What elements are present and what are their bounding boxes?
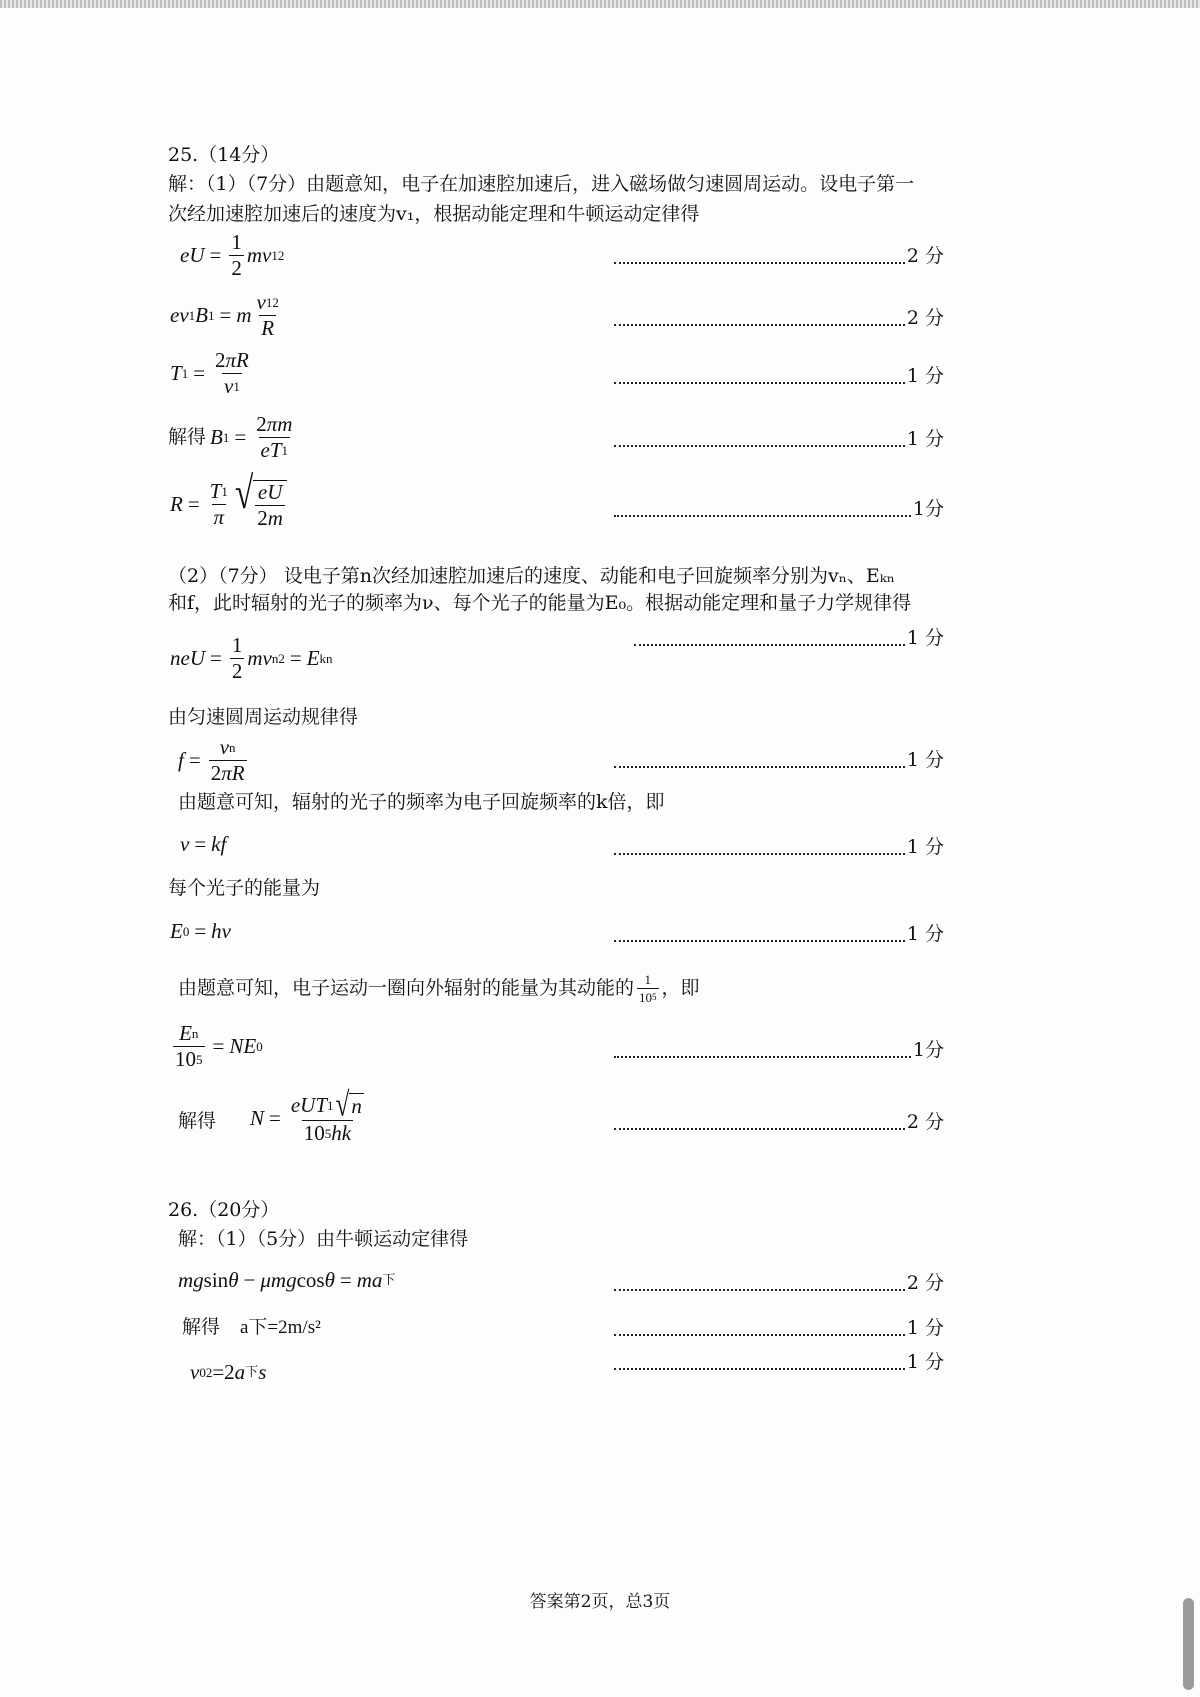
equation-nu-kf: ν = kf — [180, 832, 227, 856]
equation-eu-kinetic: eU = $\frac{1}{2}$ mv 1 2 — [180, 230, 285, 280]
q25-heading: 25.（14分） — [168, 144, 280, 166]
equation-frequency: f = v n 2 πR — [178, 735, 245, 785]
score-line: 1 分 — [614, 1352, 944, 1374]
q26-intro: 解：（1）（5分）由牛顿运动定律得 — [178, 1228, 469, 1250]
q25-intro-line1: 解：（1）（7分）由题意知，电子在加速腔加速后，进入磁场做匀速圆周运动。设电子第一 — [168, 173, 915, 195]
score-line: 1 分 — [614, 366, 944, 388]
score-line: 2 分 — [614, 1112, 944, 1134]
score-line: 1分 — [614, 499, 944, 521]
equation-nth-kinetic: neU = $\frac{1}{2}$ mv n 2 = E kn — [170, 633, 333, 683]
text-radiate-fraction: 由题意可知，电子运动一圈向外辐射的能量为其动能的 1 10 5 ，即 — [178, 972, 700, 1005]
equation-photon-count: N = eUT 1 √ n 10 5 hk — [250, 1087, 362, 1146]
text-photon-energy: 每个光子的能量为 — [168, 877, 321, 899]
equation-velocity-squared: v 0 2 =2 a 下 s — [190, 1360, 267, 1384]
scan-top-border — [0, 0, 1200, 8]
q25-part2-line2: 和f，此时辐射的光子的频率为ν、每个光子的能量为E₀。根据动能定理和量子力学规律得 — [168, 592, 912, 614]
score-line: 1 分 — [614, 924, 944, 946]
equation-lorentz-force: ev 1 B 1 = m v 1 2 R — [170, 290, 279, 340]
score-line: 2 分 — [614, 1273, 944, 1295]
q25-intro-line2: 次经加速腔加速后的速度为v₁，根据动能定理和牛顿运动定律得 — [168, 203, 700, 225]
solve-label-accel: 解得 — [182, 1316, 221, 1338]
equation-photon-energy: E 0 = hν — [170, 919, 231, 943]
score-line: 1 分 — [614, 1318, 944, 1340]
score-line: 2 分 — [614, 308, 944, 330]
equation-radius: R = T 1 π √ eU 2 m — [170, 480, 287, 529]
score-line: 1 分 — [614, 750, 944, 772]
equation-solve-b1: 解得 B 1 = 2 πm eT 1 — [168, 412, 293, 462]
score-line: 2 分 — [614, 246, 944, 268]
scrollbar-thumb[interactable] — [1183, 1598, 1194, 1690]
solve-label-n: 解得 — [178, 1110, 217, 1132]
equation-acceleration: a下=2m/s² — [240, 1317, 321, 1338]
score-line: 1 分 — [614, 429, 944, 451]
score-line: 1 分 — [614, 837, 944, 859]
q26-heading: 26.（20分） — [168, 1199, 280, 1221]
equation-radiated-energy: E n 10 5 = NE 0 — [175, 1021, 263, 1071]
text-k-times: 由题意可知，辐射的光子的频率为电子回旋频率的k倍，即 — [178, 791, 665, 813]
score-line: 1分 — [614, 1040, 944, 1062]
text-uniform-circular: 由匀速圆周运动规律得 — [168, 706, 359, 728]
page-footer: 答案第2页，总3页 — [529, 1592, 671, 1612]
equation-period: T 1 = 2 πR v 1 — [170, 348, 249, 398]
score-line: 1 分 — [634, 628, 944, 650]
equation-incline-newton: mg sin θ − μmg cos θ = ma 下 — [178, 1268, 396, 1292]
q25-part2-line1: （2）（7分） 设电子第n次经加速腔加速后的速度、动能和电子回旋频率分别为vₙ、Eₖₙ — [168, 565, 895, 587]
